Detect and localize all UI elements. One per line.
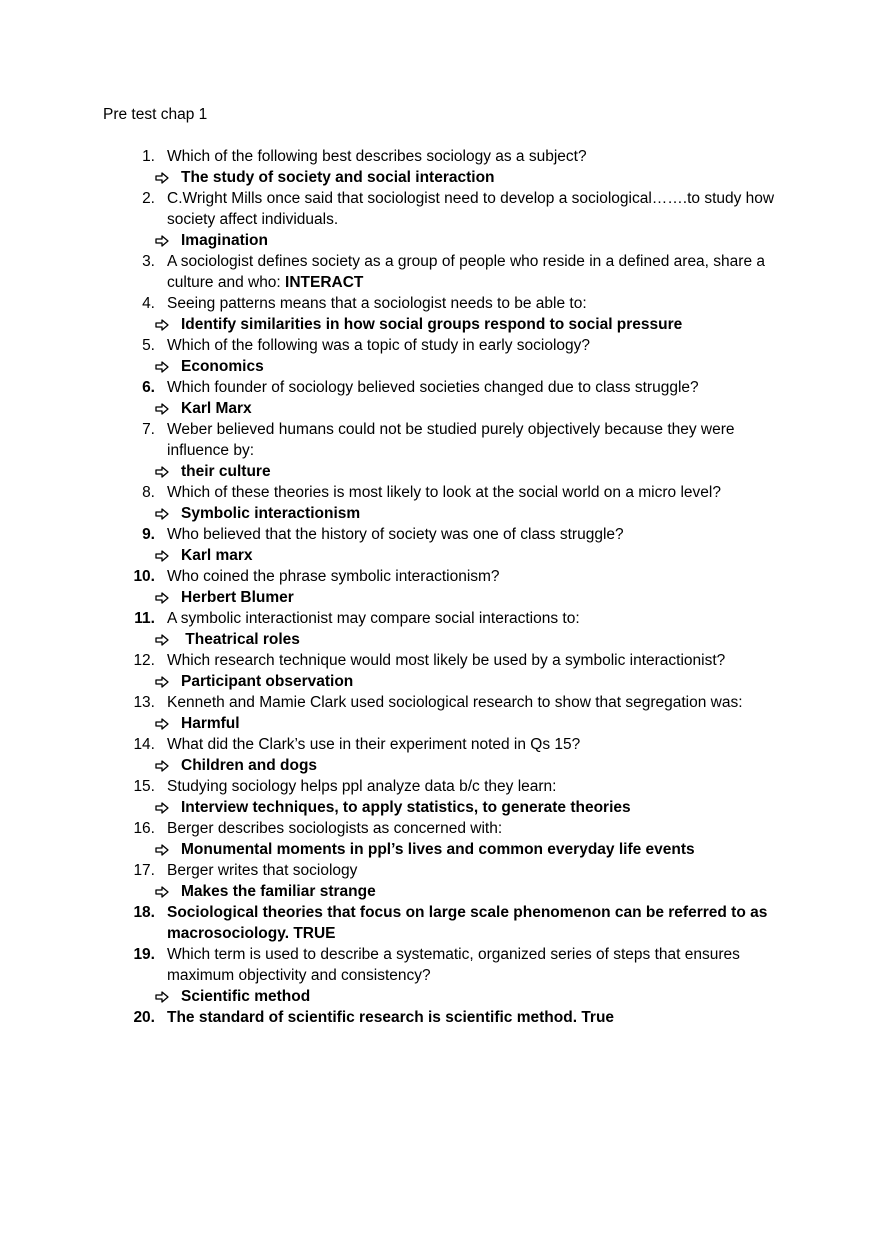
answer-row xyxy=(103,230,783,251)
question-text: Berger describes sociologists as concerned with: xyxy=(167,820,503,837)
arrow-right-icon xyxy=(155,230,181,251)
question-item xyxy=(103,377,783,419)
question-number-label: 7. xyxy=(142,421,155,438)
answer-row xyxy=(103,881,783,902)
question-item xyxy=(103,566,783,608)
question-item xyxy=(103,1007,783,1028)
question-text-container xyxy=(155,419,783,461)
arrow-right-icon xyxy=(155,629,181,650)
arrow-right-icon xyxy=(155,839,181,860)
question-row xyxy=(103,524,783,545)
question-text: Which of the following best describes sociology as a subject? xyxy=(167,148,587,165)
question-list xyxy=(103,146,783,1028)
question-item xyxy=(103,776,783,818)
question-text: Kenneth and Mamie Clark used sociological research to show that segregation was: xyxy=(167,694,743,711)
question-text-container xyxy=(155,650,783,671)
question-item xyxy=(103,146,783,188)
question-row xyxy=(103,692,783,713)
question-text-container xyxy=(155,944,783,986)
arrow-right-icon xyxy=(155,398,181,419)
answer-row xyxy=(103,356,783,377)
answer-row xyxy=(103,755,783,776)
arrow-right-icon xyxy=(155,671,181,692)
question-number-label: 12. xyxy=(133,652,155,669)
question-number xyxy=(103,251,155,293)
question-number-label: 4. xyxy=(142,295,155,312)
answer-row xyxy=(103,398,783,419)
answer-text: Karl Marx xyxy=(181,400,252,417)
question-text: A sociologist defines society as a group of people who reside in a defined area, share a culture and who: xyxy=(167,253,765,291)
question-text: Which of these theories is most likely to look at the social world on a micro level? xyxy=(167,484,721,501)
question-text: Seeing patterns means that a sociologist needs to be able to: xyxy=(167,295,587,312)
question-row xyxy=(103,1007,783,1028)
question-row xyxy=(103,776,783,797)
question-item xyxy=(103,860,783,902)
answer-row xyxy=(103,839,783,860)
question-row xyxy=(103,419,783,461)
arrow-right-icon xyxy=(155,314,181,335)
question-number xyxy=(103,419,155,461)
question-text-container xyxy=(155,860,783,881)
arrow-right-icon xyxy=(155,713,181,734)
arrow-right-icon xyxy=(155,503,181,524)
answer-text: Economics xyxy=(181,358,264,375)
arrow-right-icon xyxy=(155,545,181,566)
question-item xyxy=(103,692,783,734)
answer-row xyxy=(103,314,783,335)
question-row xyxy=(103,482,783,503)
answer-row xyxy=(103,986,783,1007)
answer-row xyxy=(103,545,783,566)
question-row xyxy=(103,566,783,587)
question-number xyxy=(103,902,155,944)
question-number xyxy=(103,608,155,629)
arrow-right-icon xyxy=(155,881,181,902)
answer-text: Scientific method xyxy=(181,988,311,1005)
question-row xyxy=(103,734,783,755)
question-number xyxy=(103,566,155,587)
arrow-right-icon xyxy=(155,587,181,608)
question-text-container xyxy=(155,902,783,944)
question-number xyxy=(103,146,155,167)
answer-text: Children and dogs xyxy=(181,757,318,774)
question-number xyxy=(103,293,155,314)
answer-row xyxy=(103,713,783,734)
question-row xyxy=(103,902,783,944)
question-number-label: 6. xyxy=(142,379,155,396)
question-row xyxy=(103,188,783,230)
answer-text: The study of society and social interaction xyxy=(181,169,495,186)
question-item xyxy=(103,650,783,692)
question-text-container xyxy=(155,482,783,503)
question-number xyxy=(103,776,155,797)
answer-text: Symbolic interactionism xyxy=(181,505,361,522)
answer-text: Imagination xyxy=(181,232,268,249)
question-text: Weber believed humans could not be studied purely objectively because they were influence by: xyxy=(167,421,735,459)
question-number-label: 13. xyxy=(133,694,155,711)
question-item xyxy=(103,944,783,1007)
question-text: Who believed that the history of society was one of class struggle? xyxy=(167,526,624,543)
question-number-label: 1. xyxy=(142,148,155,165)
question-number-label: 17. xyxy=(133,862,155,879)
question-text-container xyxy=(155,251,783,293)
question-number xyxy=(103,734,155,755)
question-number-label: 15. xyxy=(133,778,155,795)
question-text: Which research technique would most likely be used by a symbolic interactionist? xyxy=(167,652,726,669)
question-number-label: 18. xyxy=(133,904,155,921)
question-text-container xyxy=(155,692,783,713)
question-item xyxy=(103,734,783,776)
question-row xyxy=(103,251,783,293)
arrow-right-icon xyxy=(155,461,181,482)
question-text-container xyxy=(155,335,783,356)
question-text-container xyxy=(155,818,783,839)
question-item xyxy=(103,251,783,293)
question-item xyxy=(103,419,783,482)
question-number-label: 10. xyxy=(133,568,155,585)
question-row xyxy=(103,335,783,356)
answer-text: Monumental moments in ppl’s lives and common everyday life events xyxy=(181,841,695,858)
answer-text: Harmful xyxy=(181,715,240,732)
arrow-right-icon xyxy=(155,167,181,188)
question-text-container xyxy=(155,146,783,167)
question-number-label: 11. xyxy=(134,610,155,627)
answer-text: Makes the familiar strange xyxy=(181,883,376,900)
question-number xyxy=(103,482,155,503)
answer-row xyxy=(103,461,783,482)
question-number xyxy=(103,1007,155,1028)
inline-answer: INTERACT xyxy=(285,274,364,291)
question-number xyxy=(103,944,155,986)
answer-text: Interview techniques, to apply statistics, to generate theories xyxy=(181,799,631,816)
arrow-right-icon xyxy=(155,755,181,776)
question-number-label: 14. xyxy=(133,736,155,753)
arrow-right-icon xyxy=(155,797,181,818)
answer-row xyxy=(103,587,783,608)
question-item xyxy=(103,188,783,251)
answer-text: Theatrical roles xyxy=(181,631,300,648)
question-text-container xyxy=(155,608,783,629)
question-item xyxy=(103,293,783,335)
question-item xyxy=(103,818,783,860)
question-row xyxy=(103,293,783,314)
question-number xyxy=(103,188,155,230)
arrow-right-icon xyxy=(155,356,181,377)
question-item xyxy=(103,902,783,944)
question-text: C.Wright Mills once said that sociologist need to develop a sociological…….to study how society affect individuals. xyxy=(167,190,775,228)
question-text-container xyxy=(155,377,783,398)
answer-row xyxy=(103,503,783,524)
question-text-container xyxy=(155,734,783,755)
question-item xyxy=(103,524,783,566)
question-text-container xyxy=(155,566,783,587)
question-text: Studying sociology helps ppl analyze data b/c they learn: xyxy=(167,778,557,795)
question-number xyxy=(103,377,155,398)
question-row xyxy=(103,146,783,167)
question-number-label: 20. xyxy=(133,1009,155,1026)
question-text: What did the Clark’s use in their experiment noted in Qs 15? xyxy=(167,736,581,753)
question-number xyxy=(103,524,155,545)
question-text: Sociological theories that focus on large scale phenomenon can be referred to as macrosociology. TRUE xyxy=(167,904,768,942)
question-item xyxy=(103,608,783,650)
question-number xyxy=(103,860,155,881)
question-number-label: 8. xyxy=(142,484,155,501)
question-text-container xyxy=(155,776,783,797)
question-number-label: 9. xyxy=(142,526,155,543)
question-number-label: 16. xyxy=(133,820,155,837)
question-number xyxy=(103,818,155,839)
question-row xyxy=(103,608,783,629)
question-row xyxy=(103,818,783,839)
answer-text: Identify similarities in how social groups respond to social pressure xyxy=(181,316,683,333)
question-number-label: 2. xyxy=(142,190,155,207)
question-row xyxy=(103,650,783,671)
arrow-right-icon xyxy=(155,986,181,1007)
question-row xyxy=(103,860,783,881)
question-number xyxy=(103,650,155,671)
question-text: Berger writes that sociology xyxy=(167,862,358,879)
question-text: Who coined the phrase symbolic interactionism? xyxy=(167,568,500,585)
question-number-label: 19. xyxy=(133,946,155,963)
answer-row xyxy=(103,797,783,818)
question-number-label: 3. xyxy=(142,253,155,270)
question-text: The standard of scientific research is scientific method. True xyxy=(167,1009,615,1026)
question-text-container xyxy=(155,524,783,545)
answer-text: Herbert Blumer xyxy=(181,589,294,606)
question-text-container xyxy=(155,188,783,230)
question-item xyxy=(103,482,783,524)
question-text: A symbolic interactionist may compare social interactions to: xyxy=(167,610,580,627)
question-number-label: 5. xyxy=(142,337,155,354)
question-row xyxy=(103,944,783,986)
answer-text: their culture xyxy=(181,463,271,480)
answer-text: Karl marx xyxy=(181,547,253,564)
question-text: Which term is used to describe a systematic, organized series of steps that ensures maximum objectivity and consistency? xyxy=(167,946,740,984)
question-text: Which of the following was a topic of study in early sociology? xyxy=(167,337,591,354)
question-number xyxy=(103,692,155,713)
question-text: Which founder of sociology believed societies changed due to class struggle? xyxy=(167,379,699,396)
page-title: Pre test chap 1 xyxy=(103,106,208,123)
answer-row xyxy=(103,671,783,692)
answer-row xyxy=(103,629,783,650)
question-text-container xyxy=(155,293,783,314)
question-number xyxy=(103,335,155,356)
answer-row xyxy=(103,167,783,188)
question-item xyxy=(103,335,783,377)
answer-text: Participant observation xyxy=(181,673,354,690)
question-row xyxy=(103,377,783,398)
question-text-container xyxy=(155,1007,783,1028)
